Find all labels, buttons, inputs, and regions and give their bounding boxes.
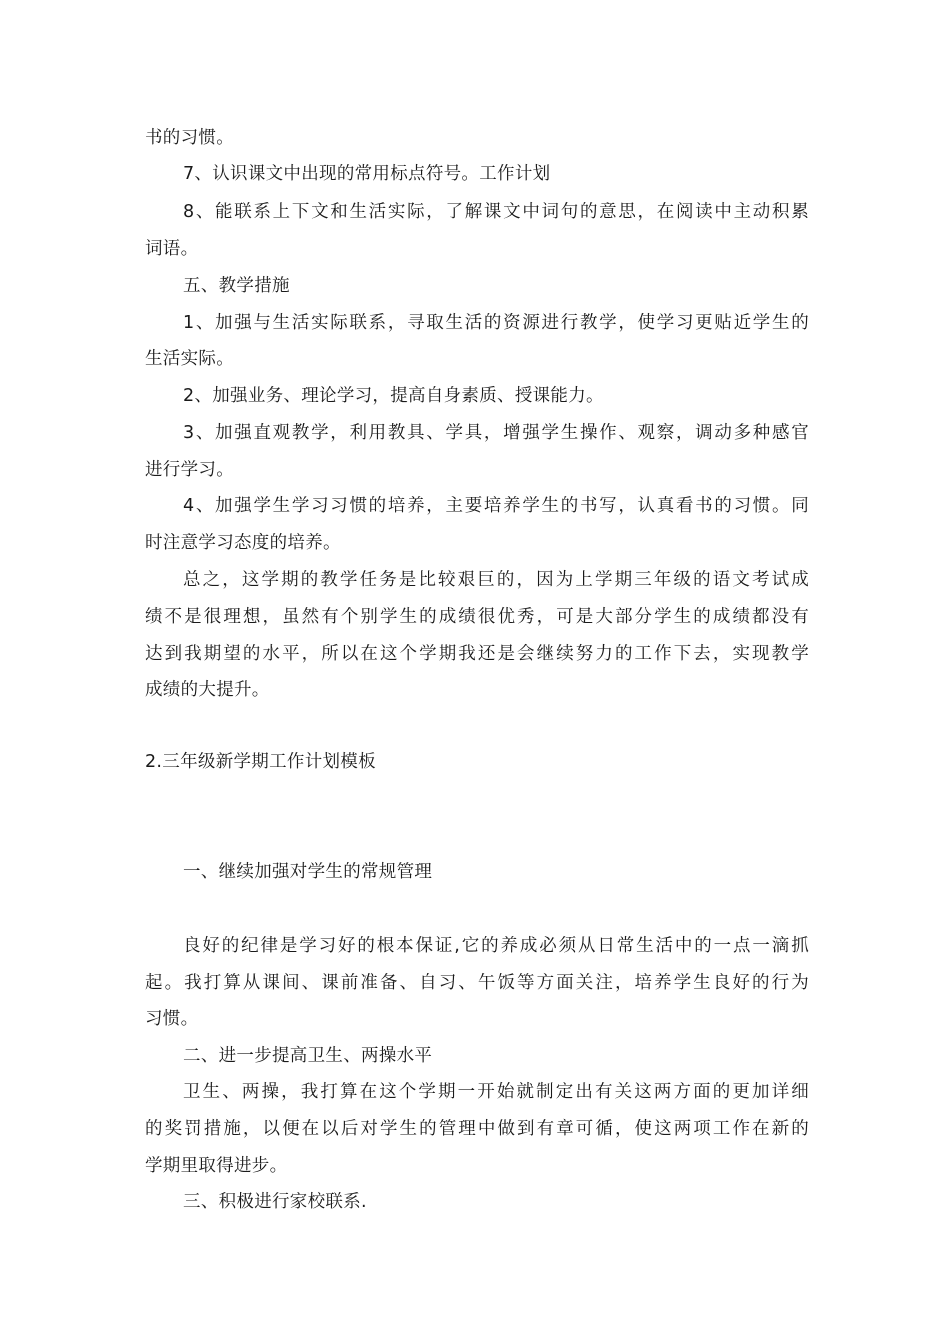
measure-item-2: 2、加强业务、理论学习，提高自身素质、授课能力。 — [183, 386, 604, 406]
summary-paragraph: 总之，这学期的教学任务是比较艰巨的，因为上学期三年级的语文考试成 — [183, 570, 809, 590]
section-heading-3: 三、积极进行家校联系. — [183, 1192, 367, 1212]
text-line: 的奖罚措施，以便在以后对学生的管理中做到有章可循，使这两项工作在新的 — [145, 1119, 809, 1139]
measure-item-3: 3、加强直观教学，利用教具、学具，增强学生操作、观察，调动多种感官 — [183, 423, 809, 443]
text-line: 达到我期望的水平，所以在这个学期我还是会继续努力的工作下去，实现教学 — [145, 644, 809, 664]
section-heading-2: 二、进一步提高卫生、两操水平 — [183, 1046, 433, 1066]
measure-item-1: 1、加强与生活实际联系，寻取生活的资源进行教学，使学习更贴近学生的 — [183, 313, 809, 333]
measure-item-4: 4、加强学生学习习惯的培养，主要培养学生的书写，认真看书的习惯。同 — [183, 496, 809, 516]
text-line: 起。我打算从课间、课前准备、自习、午饭等方面关注，培养学生良好的行为 — [145, 973, 809, 993]
section-heading-5: 五、教学措施 — [183, 276, 290, 296]
text-line: 时注意学习态度的培养。 — [145, 533, 341, 553]
paragraph-hygiene: 卫生、两操，我打算在这个学期一开始就制定出有关这两方面的更加详细 — [183, 1082, 809, 1102]
text-line: 成绩的大提升。 — [145, 680, 270, 700]
text-line: 词语。 — [145, 239, 199, 259]
section-heading-1: 一、继续加强对学生的常规管理 — [183, 862, 433, 882]
article-title: 2.三年级新学期工作计划模板 — [145, 752, 376, 772]
list-item-8: 8、能联系上下文和生活实际，了解课文中词句的意思，在阅读中主动积累 — [183, 202, 809, 222]
text-line: 习惯。 — [145, 1009, 199, 1029]
text-line: 进行学习。 — [145, 460, 234, 480]
list-item-7: 7、认识课文中出现的常用标点符号。工作计划 — [183, 164, 551, 184]
text-line: 学期里取得进步。 — [145, 1156, 288, 1176]
text-line: 绩不是很理想，虽然有个别学生的成绩很优秀，可是大部分学生的成绩都没有 — [145, 607, 809, 627]
text-line: 生活实际。 — [145, 349, 234, 369]
text-line: 书的习惯。 — [145, 128, 234, 148]
paragraph-discipline: 良好的纪律是学习好的根本保证,它的养成必须从日常生活中的一点一滴抓 — [183, 936, 809, 956]
